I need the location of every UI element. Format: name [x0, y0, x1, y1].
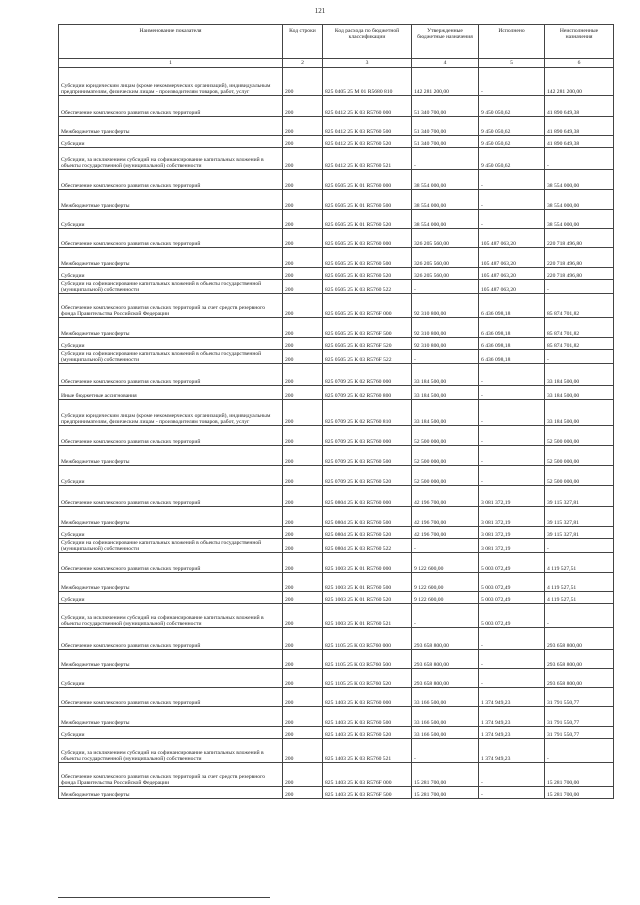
indicator-name-cell: Субсидии, за исключением субсидий на софинансирование капитальных вложений в объекты государственной (муниципальной) собственности [59, 148, 283, 170]
classification-code-cell: 825 0505 25 К 03 R576F 522 [323, 350, 412, 364]
remaining-amount-cell: 52 500 000,00 [545, 446, 614, 466]
line-code-cell: 200 [283, 117, 323, 136]
approved-amount-cell: 326 205 560,00 [412, 248, 479, 268]
table-row [59, 466, 614, 486]
indicator-name-cell: Межбюджетные трансферты [59, 117, 283, 136]
table-row [59, 210, 614, 229]
approved-amount-cell: - [412, 739, 479, 763]
remaining-amount-cell: 39 115 327,81 [545, 507, 614, 527]
indicator-name-cell: Субсидии на софинансирование капитальных вложений в объекты государственной (муниципальной) собственности [59, 350, 283, 364]
approved-amount-cell: - [412, 539, 479, 553]
indicator-name-cell: Субсидии [59, 466, 283, 486]
table-row [59, 350, 614, 364]
classification-code-cell: 825 0709 25 К 03 R5760 500 [323, 446, 412, 466]
executed-amount-cell: - [479, 628, 545, 650]
indicator-name-cell: Межбюджетные трансферты [59, 446, 283, 466]
remaining-amount-cell: 293 658 800,00 [545, 669, 614, 688]
remaining-amount-cell: - [545, 350, 614, 364]
remaining-amount-cell: 31 791 550,77 [545, 727, 614, 739]
line-code-cell: 200 [283, 280, 323, 294]
header-line-code: Код строки [283, 25, 323, 59]
approved-amount-cell: - [412, 350, 479, 364]
executed-amount-cell: 9 450 050,62 [479, 117, 545, 136]
executed-amount-cell: 1 374 949,23 [479, 707, 545, 727]
approved-amount-cell: 33 184 500,00 [412, 364, 479, 386]
classification-code-cell: 825 1403 25 К 03 R576F 500 [323, 787, 412, 799]
executed-amount-cell: 3 081 372,19 [479, 527, 545, 539]
header-budget-classification: Код расхода по бюджетной классификации [323, 25, 412, 59]
approved-amount-cell: 33 184 500,00 [412, 386, 479, 400]
remaining-amount-cell: 4 119 527,51 [545, 592, 614, 604]
indicator-name-cell: Обеспечение комплексного развития сельских территорий [59, 486, 283, 507]
table-row [59, 338, 614, 350]
executed-amount-cell: - [479, 466, 545, 486]
approved-amount-cell: 92 310 800,00 [412, 318, 479, 338]
indicator-name-cell: Субсидии на софинансирование капитальных вложений в объекты государственной (муниципальной) собственности [59, 280, 283, 294]
table-row [59, 268, 614, 280]
remaining-amount-cell: 85 874 701,82 [545, 338, 614, 350]
table-row [59, 539, 614, 553]
remaining-amount-cell: 4 119 527,51 [545, 573, 614, 592]
executed-amount-cell: 6 436 098,18 [479, 338, 545, 350]
approved-amount-cell: 33 166 500,00 [412, 688, 479, 707]
executed-amount-cell: 1 374 949,23 [479, 727, 545, 739]
remaining-amount-cell: 52 500 000,00 [545, 426, 614, 446]
line-code-cell: 200 [283, 539, 323, 553]
indicator-name-cell: Обеспечение комплексного развития сельских территорий [59, 628, 283, 650]
classification-code-cell: 825 0505 25 К 03 R576F 000 [323, 294, 412, 318]
executed-amount-cell: 105 487 063,20 [479, 280, 545, 294]
indicator-name-cell: Обеспечение комплексного развития сельских территорий [59, 688, 283, 707]
line-code-cell: 200 [283, 426, 323, 446]
classification-code-cell: 825 0804 25 К 03 R5760 522 [323, 539, 412, 553]
remaining-amount-cell: 85 874 701,82 [545, 318, 614, 338]
approved-amount-cell: 293 658 800,00 [412, 650, 479, 669]
column-number: 2 [283, 59, 323, 68]
indicator-name-cell: Межбюджетные трансферты [59, 190, 283, 210]
executed-amount-cell: - [479, 650, 545, 669]
executed-amount-cell: 9 450 050,62 [479, 148, 545, 170]
remaining-amount-cell: 220 718 496,80 [545, 268, 614, 280]
table-body [59, 68, 614, 799]
classification-code-cell: 825 0412 25 К 03 R5760 500 [323, 117, 412, 136]
executed-amount-cell: 6 436 098,18 [479, 318, 545, 338]
executed-amount-cell: - [479, 446, 545, 466]
indicator-name-cell: Субсидии [59, 136, 283, 148]
table-row [59, 96, 614, 117]
executed-amount-cell: - [479, 190, 545, 210]
classification-code-cell: 825 0412 25 К 03 R5760 521 [323, 148, 412, 170]
line-code-cell: 200 [283, 628, 323, 650]
table-row [59, 650, 614, 669]
classification-code-cell: 825 0505 25 К 03 R5760 520 [323, 268, 412, 280]
executed-amount-cell: - [479, 364, 545, 386]
approved-amount-cell: 42 196 700,00 [412, 486, 479, 507]
approved-amount-cell: 15 281 700,00 [412, 763, 479, 787]
table-row [59, 446, 614, 466]
header-executed: Исполнено [479, 25, 545, 59]
line-code-cell: 200 [283, 486, 323, 507]
line-code-cell: 200 [283, 338, 323, 350]
executed-amount-cell: 3 081 372,19 [479, 539, 545, 553]
indicator-name-cell: Субсидии [59, 669, 283, 688]
indicator-name-cell: Субсидии, за исключением субсидий на софинансирование капитальных вложений в объекты государственной (муниципальной) собственности [59, 604, 283, 628]
header-row [59, 25, 614, 59]
classification-code-cell: 825 0505 25 К 03 R576F 520 [323, 338, 412, 350]
column-number-row [59, 59, 614, 68]
executed-amount-cell: 3 081 372,19 [479, 486, 545, 507]
header-indicator-name: Наименование показателя [59, 25, 283, 59]
table-row [59, 573, 614, 592]
indicator-name-cell: Субсидии [59, 268, 283, 280]
line-code-cell: 200 [283, 148, 323, 170]
table-row [59, 628, 614, 650]
line-code-cell: 200 [283, 446, 323, 466]
executed-amount-cell: - [479, 386, 545, 400]
classification-code-cell: 825 1003 25 К 01 R5760 000 [323, 553, 412, 573]
classification-code-cell: 825 0709 25 К 02 R5760 000 [323, 364, 412, 386]
page-number: 121 [314, 7, 326, 15]
executed-amount-cell: - [479, 787, 545, 799]
indicator-name-cell: Субсидии юридическим лицам (кроме некоммерческих организаций), индивидуальным предпринимателям, физическим лицам - производителям товаров, работ, услуг [59, 400, 283, 426]
approved-amount-cell: - [412, 604, 479, 628]
executed-amount-cell: 1 374 949,23 [479, 688, 545, 707]
executed-amount-cell: 3 081 372,19 [479, 507, 545, 527]
classification-code-cell: 825 0804 25 К 03 R5760 000 [323, 486, 412, 507]
executed-amount-cell: - [479, 68, 545, 96]
remaining-amount-cell: 33 184 500,00 [545, 400, 614, 426]
indicator-name-cell: Субсидии, за исключением субсидий на софинансирование капитальных вложений в объекты государственной (муниципальной) собственности [59, 739, 283, 763]
table-row [59, 527, 614, 539]
table-row [59, 190, 614, 210]
classification-code-cell: 825 1105 25 К 03 R5760 000 [323, 628, 412, 650]
classification-code-cell: 825 0505 25 К 03 R5760 500 [323, 248, 412, 268]
classification-code-cell: 825 0505 25 К 01 R5760 520 [323, 210, 412, 229]
remaining-amount-cell: 31 791 550,77 [545, 688, 614, 707]
executed-amount-cell: - [479, 400, 545, 426]
line-code-cell: 200 [283, 136, 323, 148]
remaining-amount-cell: - [545, 539, 614, 553]
table-row [59, 68, 614, 96]
approved-amount-cell: 51 340 700,00 [412, 136, 479, 148]
table-row [59, 229, 614, 248]
table-row [59, 280, 614, 294]
classification-code-cell: 825 0709 25 К 03 R5760 520 [323, 466, 412, 486]
classification-code-cell: 825 0505 25 К 03 R5760 000 [323, 229, 412, 248]
header-approved: Утвержденные бюджетные назначения [412, 25, 479, 59]
line-code-cell: 200 [283, 604, 323, 628]
remaining-amount-cell: 85 874 701,82 [545, 294, 614, 318]
approved-amount-cell: 293 658 800,00 [412, 669, 479, 688]
line-code-cell: 200 [283, 190, 323, 210]
remaining-amount-cell: 39 115 327,81 [545, 527, 614, 539]
remaining-amount-cell: 38 554 000,00 [545, 190, 614, 210]
classification-code-cell: 825 1403 25 К 03 R5760 500 [323, 707, 412, 727]
table-row [59, 486, 614, 507]
executed-amount-cell: 6 436 098,18 [479, 350, 545, 364]
budget-execution-table [58, 24, 614, 799]
approved-amount-cell: 9 122 600,00 [412, 573, 479, 592]
classification-code-cell: 825 1403 25 К 03 R5760 520 [323, 727, 412, 739]
approved-amount-cell: 52 500 000,00 [412, 466, 479, 486]
line-code-cell: 200 [283, 248, 323, 268]
executed-amount-cell: 5 003 072,49 [479, 553, 545, 573]
line-code-cell: 200 [283, 763, 323, 787]
line-code-cell: 200 [283, 787, 323, 799]
indicator-name-cell: Межбюджетные трансферты [59, 248, 283, 268]
table-row [59, 553, 614, 573]
table-row [59, 604, 614, 628]
table-row [59, 148, 614, 170]
classification-code-cell: 825 0405 25 М 01 R5680 810 [323, 68, 412, 96]
classification-code-cell: 825 1403 25 К 03 R5760 000 [323, 688, 412, 707]
line-code-cell: 200 [283, 669, 323, 688]
approved-amount-cell: 51 340 700,00 [412, 117, 479, 136]
remaining-amount-cell: 33 184 500,00 [545, 364, 614, 386]
classification-code-cell: 825 0709 25 К 03 R5760 000 [323, 426, 412, 446]
approved-amount-cell: 92 310 800,00 [412, 294, 479, 318]
column-number: 1 [59, 59, 283, 68]
indicator-name-cell: Обеспечение комплексного развития сельских территорий [59, 96, 283, 117]
table-row [59, 386, 614, 400]
indicator-name-cell: Обеспечение комплексного развития сельских территорий [59, 229, 283, 248]
approved-amount-cell: 33 184 500,00 [412, 400, 479, 426]
approved-amount-cell: - [412, 280, 479, 294]
remaining-amount-cell: 39 115 327,81 [545, 486, 614, 507]
classification-code-cell: 825 0505 25 К 03 R576F 500 [323, 318, 412, 338]
indicator-name-cell: Межбюджетные трансферты [59, 318, 283, 338]
approved-amount-cell: 9 122 600,00 [412, 553, 479, 573]
executed-amount-cell: - [479, 210, 545, 229]
remaining-amount-cell: 38 554 000,00 [545, 210, 614, 229]
indicator-name-cell: Обеспечение комплексного развития сельских территорий за счет средств резервного фонда Правительства Российской Федерации [59, 763, 283, 787]
line-code-cell: 200 [283, 268, 323, 280]
approved-amount-cell: 38 554 000,00 [412, 170, 479, 190]
approved-amount-cell: 33 166 500,00 [412, 707, 479, 727]
line-code-cell: 200 [283, 466, 323, 486]
remaining-amount-cell: 293 658 800,00 [545, 650, 614, 669]
remaining-amount-cell: 15 281 700,00 [545, 787, 614, 799]
indicator-name-cell: Субсидии [59, 210, 283, 229]
executed-amount-cell: 1 374 949,23 [479, 739, 545, 763]
line-code-cell: 200 [283, 707, 323, 727]
indicator-name-cell: Межбюджетные трансферты [59, 507, 283, 527]
column-number: 4 [412, 59, 479, 68]
table-row [59, 117, 614, 136]
header-remaining: Неисполненные назначения [545, 25, 614, 59]
indicator-name-cell: Обеспечение комплексного развития сельских территорий за счет средств резервного фонда Правительства Российской Федерации [59, 294, 283, 318]
executed-amount-cell: 105 487 063,20 [479, 268, 545, 280]
classification-code-cell: 825 0804 25 К 03 R5760 500 [323, 507, 412, 527]
line-code-cell: 200 [283, 688, 323, 707]
classification-code-cell: 825 1105 25 К 03 R5760 500 [323, 650, 412, 669]
remaining-amount-cell: 41 890 649,38 [545, 136, 614, 148]
line-code-cell: 200 [283, 739, 323, 763]
indicator-name-cell: Обеспечение комплексного развития сельских территорий [59, 170, 283, 190]
classification-code-cell: 825 1105 25 К 03 R5760 520 [323, 669, 412, 688]
remaining-amount-cell: 52 500 000,00 [545, 466, 614, 486]
line-code-cell: 200 [283, 527, 323, 539]
classification-code-cell: 825 0505 25 К 01 R5760 000 [323, 170, 412, 190]
indicator-name-cell: Субсидии [59, 592, 283, 604]
executed-amount-cell: 105 487 063,20 [479, 248, 545, 268]
approved-amount-cell: 51 340 700,00 [412, 96, 479, 117]
indicator-name-cell: Субсидии юридическим лицам (кроме некоммерческих организаций), индивидуальным предпринимателям, физическим лицам - производителям товаров, работ, услуг [59, 68, 283, 96]
indicator-name-cell: Иные бюджетные ассигнования [59, 386, 283, 400]
executed-amount-cell: 6 436 098,18 [479, 294, 545, 318]
remaining-amount-cell: 142 281 200,00 [545, 68, 614, 96]
approved-amount-cell: 326 205 560,00 [412, 229, 479, 248]
remaining-amount-cell: 4 119 527,51 [545, 553, 614, 573]
indicator-name-cell: Субсидии [59, 338, 283, 350]
indicator-name-cell: Субсидии [59, 727, 283, 739]
remaining-amount-cell: 220 718 496,80 [545, 248, 614, 268]
table-row [59, 688, 614, 707]
table-row [59, 318, 614, 338]
executed-amount-cell: 5 003 072,49 [479, 604, 545, 628]
executed-amount-cell: 5 003 072,49 [479, 573, 545, 592]
table-row [59, 739, 614, 763]
line-code-cell: 200 [283, 210, 323, 229]
approved-amount-cell: 15 281 700,00 [412, 787, 479, 799]
table-row [59, 294, 614, 318]
executed-amount-cell: 9 450 050,62 [479, 136, 545, 148]
indicator-name-cell: Межбюджетные трансферты [59, 787, 283, 799]
column-number: 5 [479, 59, 545, 68]
table-row [59, 507, 614, 527]
executed-amount-cell: 5 003 072,49 [479, 592, 545, 604]
line-code-cell: 200 [283, 350, 323, 364]
remaining-amount-cell: 31 791 550,77 [545, 707, 614, 727]
indicator-name-cell: Обеспечение комплексного развития сельских территорий [59, 364, 283, 386]
approved-amount-cell: 42 196 700,00 [412, 507, 479, 527]
approved-amount-cell: 38 554 000,00 [412, 190, 479, 210]
classification-code-cell: 825 0804 25 К 03 R5760 520 [323, 527, 412, 539]
remaining-amount-cell: 41 890 649,38 [545, 117, 614, 136]
indicator-name-cell: Межбюджетные трансферты [59, 707, 283, 727]
remaining-amount-cell: - [545, 148, 614, 170]
approved-amount-cell: 42 196 700,00 [412, 527, 479, 539]
approved-amount-cell: 326 205 560,00 [412, 268, 479, 280]
approved-amount-cell: 92 310 800,00 [412, 338, 479, 350]
remaining-amount-cell: - [545, 604, 614, 628]
line-code-cell: 200 [283, 170, 323, 190]
remaining-amount-cell: 15 281 700,00 [545, 763, 614, 787]
remaining-amount-cell: - [545, 280, 614, 294]
line-code-cell: 200 [283, 650, 323, 669]
approved-amount-cell: 52 500 000,00 [412, 446, 479, 466]
line-code-cell: 200 [283, 727, 323, 739]
line-code-cell: 200 [283, 573, 323, 592]
classification-code-cell: 825 0709 25 К 02 R5760 800 [323, 386, 412, 400]
line-code-cell: 200 [283, 592, 323, 604]
line-code-cell: 200 [283, 386, 323, 400]
classification-code-cell: 825 0412 25 К 03 R5760 520 [323, 136, 412, 148]
line-code-cell: 200 [283, 96, 323, 117]
approved-amount-cell: - [412, 148, 479, 170]
classification-code-cell: 825 1403 25 К 03 R576F 000 [323, 763, 412, 787]
approved-amount-cell: 9 122 600,00 [412, 592, 479, 604]
classification-code-cell: 825 0412 25 К 03 R5760 000 [323, 96, 412, 117]
remaining-amount-cell: 41 890 649,38 [545, 96, 614, 117]
table-row [59, 136, 614, 148]
line-code-cell: 200 [283, 507, 323, 527]
indicator-name-cell: Субсидии [59, 527, 283, 539]
table-row [59, 727, 614, 739]
line-code-cell: 200 [283, 68, 323, 96]
table-row [59, 592, 614, 604]
table-row [59, 763, 614, 787]
executed-amount-cell: 9 450 050,62 [479, 96, 545, 117]
classification-code-cell: 825 1003 25 К 01 R5760 521 [323, 604, 412, 628]
bottom-divider [58, 897, 270, 898]
remaining-amount-cell: 38 554 000,00 [545, 170, 614, 190]
remaining-amount-cell: 220 718 496,80 [545, 229, 614, 248]
table-row [59, 400, 614, 426]
table-row [59, 248, 614, 268]
executed-amount-cell: - [479, 426, 545, 446]
line-code-cell: 200 [283, 318, 323, 338]
indicator-name-cell: Обеспечение комплексного развития сельских территорий [59, 426, 283, 446]
table-row [59, 707, 614, 727]
classification-code-cell: 825 1003 25 К 01 R5760 500 [323, 573, 412, 592]
line-code-cell: 200 [283, 553, 323, 573]
table-row [59, 787, 614, 799]
remaining-amount-cell: - [545, 739, 614, 763]
approved-amount-cell: 52 500 000,00 [412, 426, 479, 446]
table-row [59, 170, 614, 190]
classification-code-cell: 825 0505 25 К 01 R5760 500 [323, 190, 412, 210]
classification-code-cell: 825 1003 25 К 01 R5760 520 [323, 592, 412, 604]
remaining-amount-cell: 33 184 500,00 [545, 386, 614, 400]
indicator-name-cell: Обеспечение комплексного развития сельских территорий [59, 553, 283, 573]
column-number: 3 [323, 59, 412, 68]
line-code-cell: 200 [283, 364, 323, 386]
executed-amount-cell: - [479, 763, 545, 787]
indicator-name-cell: Межбюджетные трансферты [59, 650, 283, 669]
table-row [59, 669, 614, 688]
column-number: 6 [545, 59, 614, 68]
line-code-cell: 200 [283, 229, 323, 248]
table-row [59, 364, 614, 386]
line-code-cell: 200 [283, 400, 323, 426]
classification-code-cell: 825 0505 25 К 03 R5760 522 [323, 280, 412, 294]
classification-code-cell: 825 0709 25 К 02 R5760 810 [323, 400, 412, 426]
approved-amount-cell: 293 658 800,00 [412, 628, 479, 650]
approved-amount-cell: 142 281 200,00 [412, 68, 479, 96]
executed-amount-cell: - [479, 170, 545, 190]
indicator-name-cell: Субсидии на софинансирование капитальных вложений в объекты государственной (муниципальной) собственности [59, 539, 283, 553]
executed-amount-cell: - [479, 669, 545, 688]
line-code-cell: 200 [283, 294, 323, 318]
indicator-name-cell: Межбюджетные трансферты [59, 573, 283, 592]
approved-amount-cell: 33 166 500,00 [412, 727, 479, 739]
approved-amount-cell: 38 554 000,00 [412, 210, 479, 229]
classification-code-cell: 825 1403 25 К 03 R5760 521 [323, 739, 412, 763]
executed-amount-cell: 105 487 063,20 [479, 229, 545, 248]
remaining-amount-cell: 293 658 800,00 [545, 628, 614, 650]
table-row [59, 426, 614, 446]
